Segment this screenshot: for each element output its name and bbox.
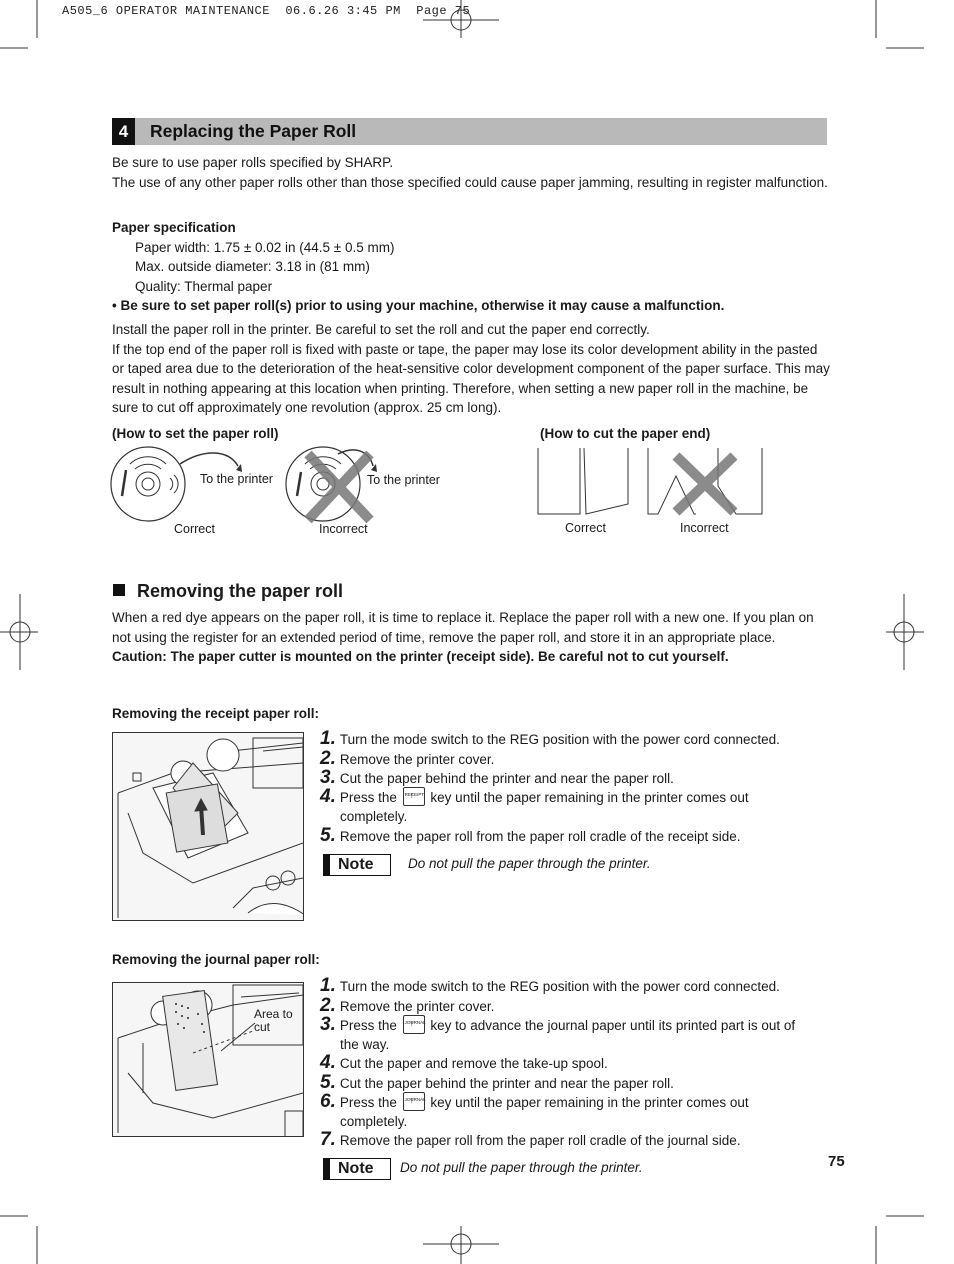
square-bullet-icon [113,584,125,596]
print-header: A505_6 OPERATOR MAINTENANCE 06.6.26 3:45 PM Page 75 [62,4,471,18]
correct-label-1: Correct [174,522,215,536]
removing-heading: Removing the paper roll [137,581,344,601]
receipt-heading: Removing the receipt paper roll: [112,706,320,721]
paper-spec-heading: Paper specification [112,220,236,235]
receipt-step-4: 4. Press the ↑ RECEIPT key until the paper remaining in the printer comes out [320,787,749,808]
to-printer-label-2: To the printer [367,473,440,487]
receipt-step-5: 5. Remove the paper roll from the paper roll cradle of the receipt side. [320,825,741,846]
set-roll-figure [108,444,458,534]
journal-step-1: 1. Turn the mode switch to the REG position with the power cord connected. [320,975,780,996]
journal-step-6: 6. Press the ↑ JOURNAL key until the paper remaining in the printer comes out [320,1092,749,1113]
incorrect-label-1: Incorrect [319,522,368,536]
journal-key-icon: ↑ JOURNAL [403,1015,425,1034]
journal-note-badge: Note [323,1158,391,1180]
page-number: 75 [828,1153,845,1170]
removing-heading-row [113,581,343,602]
receipt-step-2: 2. Remove the printer cover. [320,748,495,769]
correct-label-2: Correct [565,521,606,535]
receipt-note-text: Do not pull the paper through the printer. [408,856,651,871]
install-text [112,320,830,418]
journal-step-3: 3. Press the ↑ JOURNAL key to advance the journal paper until its printed part is out of [320,1015,795,1036]
journal-heading: Removing the journal paper roll: [112,952,320,967]
to-printer-label-1: To the printer [200,472,273,486]
set-roll-heading: (How to set the paper roll) [112,426,279,441]
warning-text: • Be sure to set paper roll(s) prior to using your machine, otherwise it may cause a malfunction. [112,298,725,313]
receipt-key-icon: ↑ RECEIPT [403,787,425,806]
journal-step-3-cont: the way. [340,1037,390,1052]
receipt-step-1: 1. Turn the mode switch to the REG position with the power cord connected. [320,728,780,749]
journal-step-6-cont: completely. [340,1114,408,1129]
journal-step-4: 4. Cut the paper and remove the take-up spool. [320,1052,608,1073]
section-header [112,118,827,145]
paper-quality: Quality: Thermal paper [135,278,273,294]
receipt-step-4-cont: completely. [340,809,408,824]
journal-key-icon-2: ↑ JOURNAL [403,1092,425,1111]
intro-line2: The use of any other paper rolls other than those specified could cause paper jamming, resulting in register malfunction. [112,174,828,190]
cut-end-heading: (How to cut the paper end) [540,426,711,441]
journal-note-text: Do not pull the paper through the printer. [400,1160,643,1175]
removing-text: When a red dye appears on the paper roll, it is time to replace it. Replace the paper roll with a new one. If you plan on not using the register for an extended period of time, remove the paper roll, and store it in an appropriate place. [112,610,814,645]
paper-spec [112,218,832,316]
incorrect-label-2: Incorrect [680,521,729,535]
paper-diameter: Max. outside diameter: 3.18 in (81 mm) [135,259,370,274]
journal-step-5: 5. Cut the paper behind the printer and near the paper roll. [320,1072,674,1093]
paper-width: Paper width: 1.75 ± 0.02 in (44.5 ± 0.5 mm) [135,239,395,255]
receipt-step-3: 3. Cut the paper behind the printer and near the paper roll. [320,767,674,788]
install-line2: If the top end of the paper roll is fixed with paste or tape, the paper may lose its color development ability in the pasted or taped area due to the deterioration of the heat-sensitive color development component of the paper surface. This may result in nothing appearing at this location when printing. Therefore, when setting a new paper roll in the machine, be sure to cut off approximately one revolution (approx. 25 cm long). [112,341,830,415]
section-title: Replacing the Paper Roll [150,121,357,141]
intro [112,153,832,192]
journal-step-7: 7. Remove the paper roll from the paper roll cradle of the journal side. [320,1129,741,1150]
intro-line1: Be sure to use paper rolls specified by SHARP. [112,155,394,170]
journal-illustration [112,982,304,1137]
install-line1: Install the paper roll in the printer. Be careful to set the roll and cut the paper end correctly. [112,322,650,337]
journal-step-2: 2. Remove the printer cover. [320,995,495,1016]
caution-text: Caution: The paper cutter is mounted on the printer (receipt side). Be careful not to cut yourself. [112,649,729,664]
receipt-note-badge: Note [323,854,391,876]
cut-end-figure [536,446,766,518]
section-number: 4 [112,118,135,145]
removing-text-block [112,608,834,667]
receipt-illustration [112,732,304,921]
area-to-cut-label: Area to cut [254,1007,293,1034]
